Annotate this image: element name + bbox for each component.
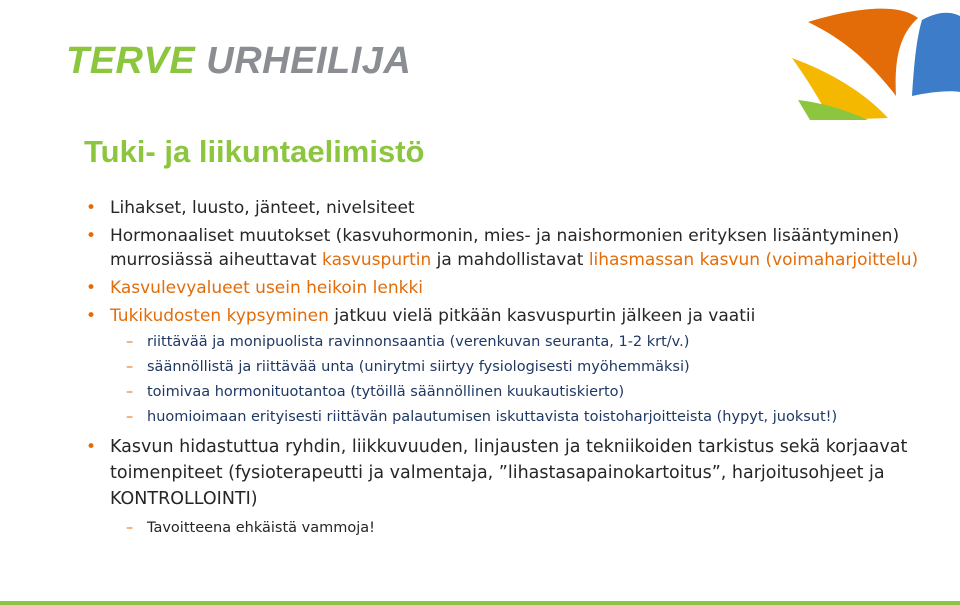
bullet-text: Hormonaaliset muutokset (kasvuhormonin, mies- ja naishormonien erityksen lisääntyminen) murrosiässä aiheuttavat bbox=[110, 226, 900, 270]
sub-bullet-item bbox=[86, 357, 946, 378]
sub-bullet-text: Tavoitteena ehkäistä vammoja! bbox=[147, 520, 375, 536]
bullet-item bbox=[86, 196, 946, 220]
sub-bullet-item bbox=[86, 518, 946, 539]
bullet-marker: • bbox=[86, 306, 97, 326]
bullet-text: jatkuu vielä pitkään kasvuspurtin jälkeen ja vaatii bbox=[328, 306, 756, 326]
dash-marker: – bbox=[126, 359, 134, 375]
highlight-text: lihasmassan kasvun (voimaharjoittelu) bbox=[588, 250, 919, 270]
sub-bullet-item bbox=[86, 407, 946, 428]
bullet-marker: • bbox=[86, 198, 97, 218]
sub-bullet-text: riittävää ja monipuolista ravinnonsaantia (verenkuvan seuranta, 1-2 krt/v.) bbox=[147, 334, 690, 350]
slide-title: Tuki- ja liikuntaelimistö bbox=[84, 134, 425, 169]
dash-marker: – bbox=[126, 520, 134, 536]
bullet-text: Kasvulevyalueet usein heikoin lenkki bbox=[110, 278, 424, 298]
bullet-marker: • bbox=[86, 437, 97, 457]
sub-bullet-text: säännöllistä ja riittävää unta (unirytmi siirtyy fysiologisesti myöhemmäksi) bbox=[147, 359, 690, 375]
sub-bullet-text: toimivaa hormonituotantoa (tytöillä säännöllinen kuukautiskierto) bbox=[147, 384, 625, 400]
bullet-text: Lihakset, luusto, jänteet, nivelsiteet bbox=[110, 198, 415, 218]
bullet-item bbox=[86, 276, 946, 300]
bullet-text: ja mahdollistavat bbox=[431, 250, 589, 270]
bullet-text: Kasvun hidastuttua ryhdin, liikkuvuuden, linjausten ja tekniikoiden tarkistus sekä korjaavat toimenpiteet (fysioterapeutti ja valmentaja, ”lihastasapainokartoitus”, harjoitusohjeet ja KONTROLLOINTI) bbox=[110, 437, 908, 509]
bottom-accent-bar bbox=[0, 601, 960, 605]
bullet-item bbox=[86, 304, 946, 328]
bullet-marker: • bbox=[86, 226, 97, 246]
highlight-text: kasvuspurtin bbox=[322, 250, 432, 270]
dash-marker: – bbox=[126, 384, 134, 400]
logo-word-urheilija: URHEILIJA bbox=[206, 40, 412, 82]
bullet-item bbox=[86, 224, 946, 272]
slide-content bbox=[86, 196, 946, 543]
sub-bullet-item bbox=[86, 332, 946, 353]
brand-logo bbox=[66, 40, 411, 83]
bullet-marker: • bbox=[86, 278, 97, 298]
bullet-item bbox=[86, 434, 946, 512]
sub-bullet-item bbox=[86, 382, 946, 403]
highlight-text: Tukikudosten kypsyminen bbox=[110, 306, 329, 326]
decorative-swoosh-graphic bbox=[790, 0, 960, 120]
logo-word-terve: TERVE bbox=[66, 40, 196, 82]
sub-bullet-text: huomioimaan erityisesti riittävän palautumisen iskuttavista toistoharjoitteista (hypyt, juoksut!) bbox=[147, 409, 838, 425]
dash-marker: – bbox=[126, 334, 134, 350]
swoosh-blue-shape bbox=[912, 13, 960, 96]
dash-marker: – bbox=[126, 409, 134, 425]
